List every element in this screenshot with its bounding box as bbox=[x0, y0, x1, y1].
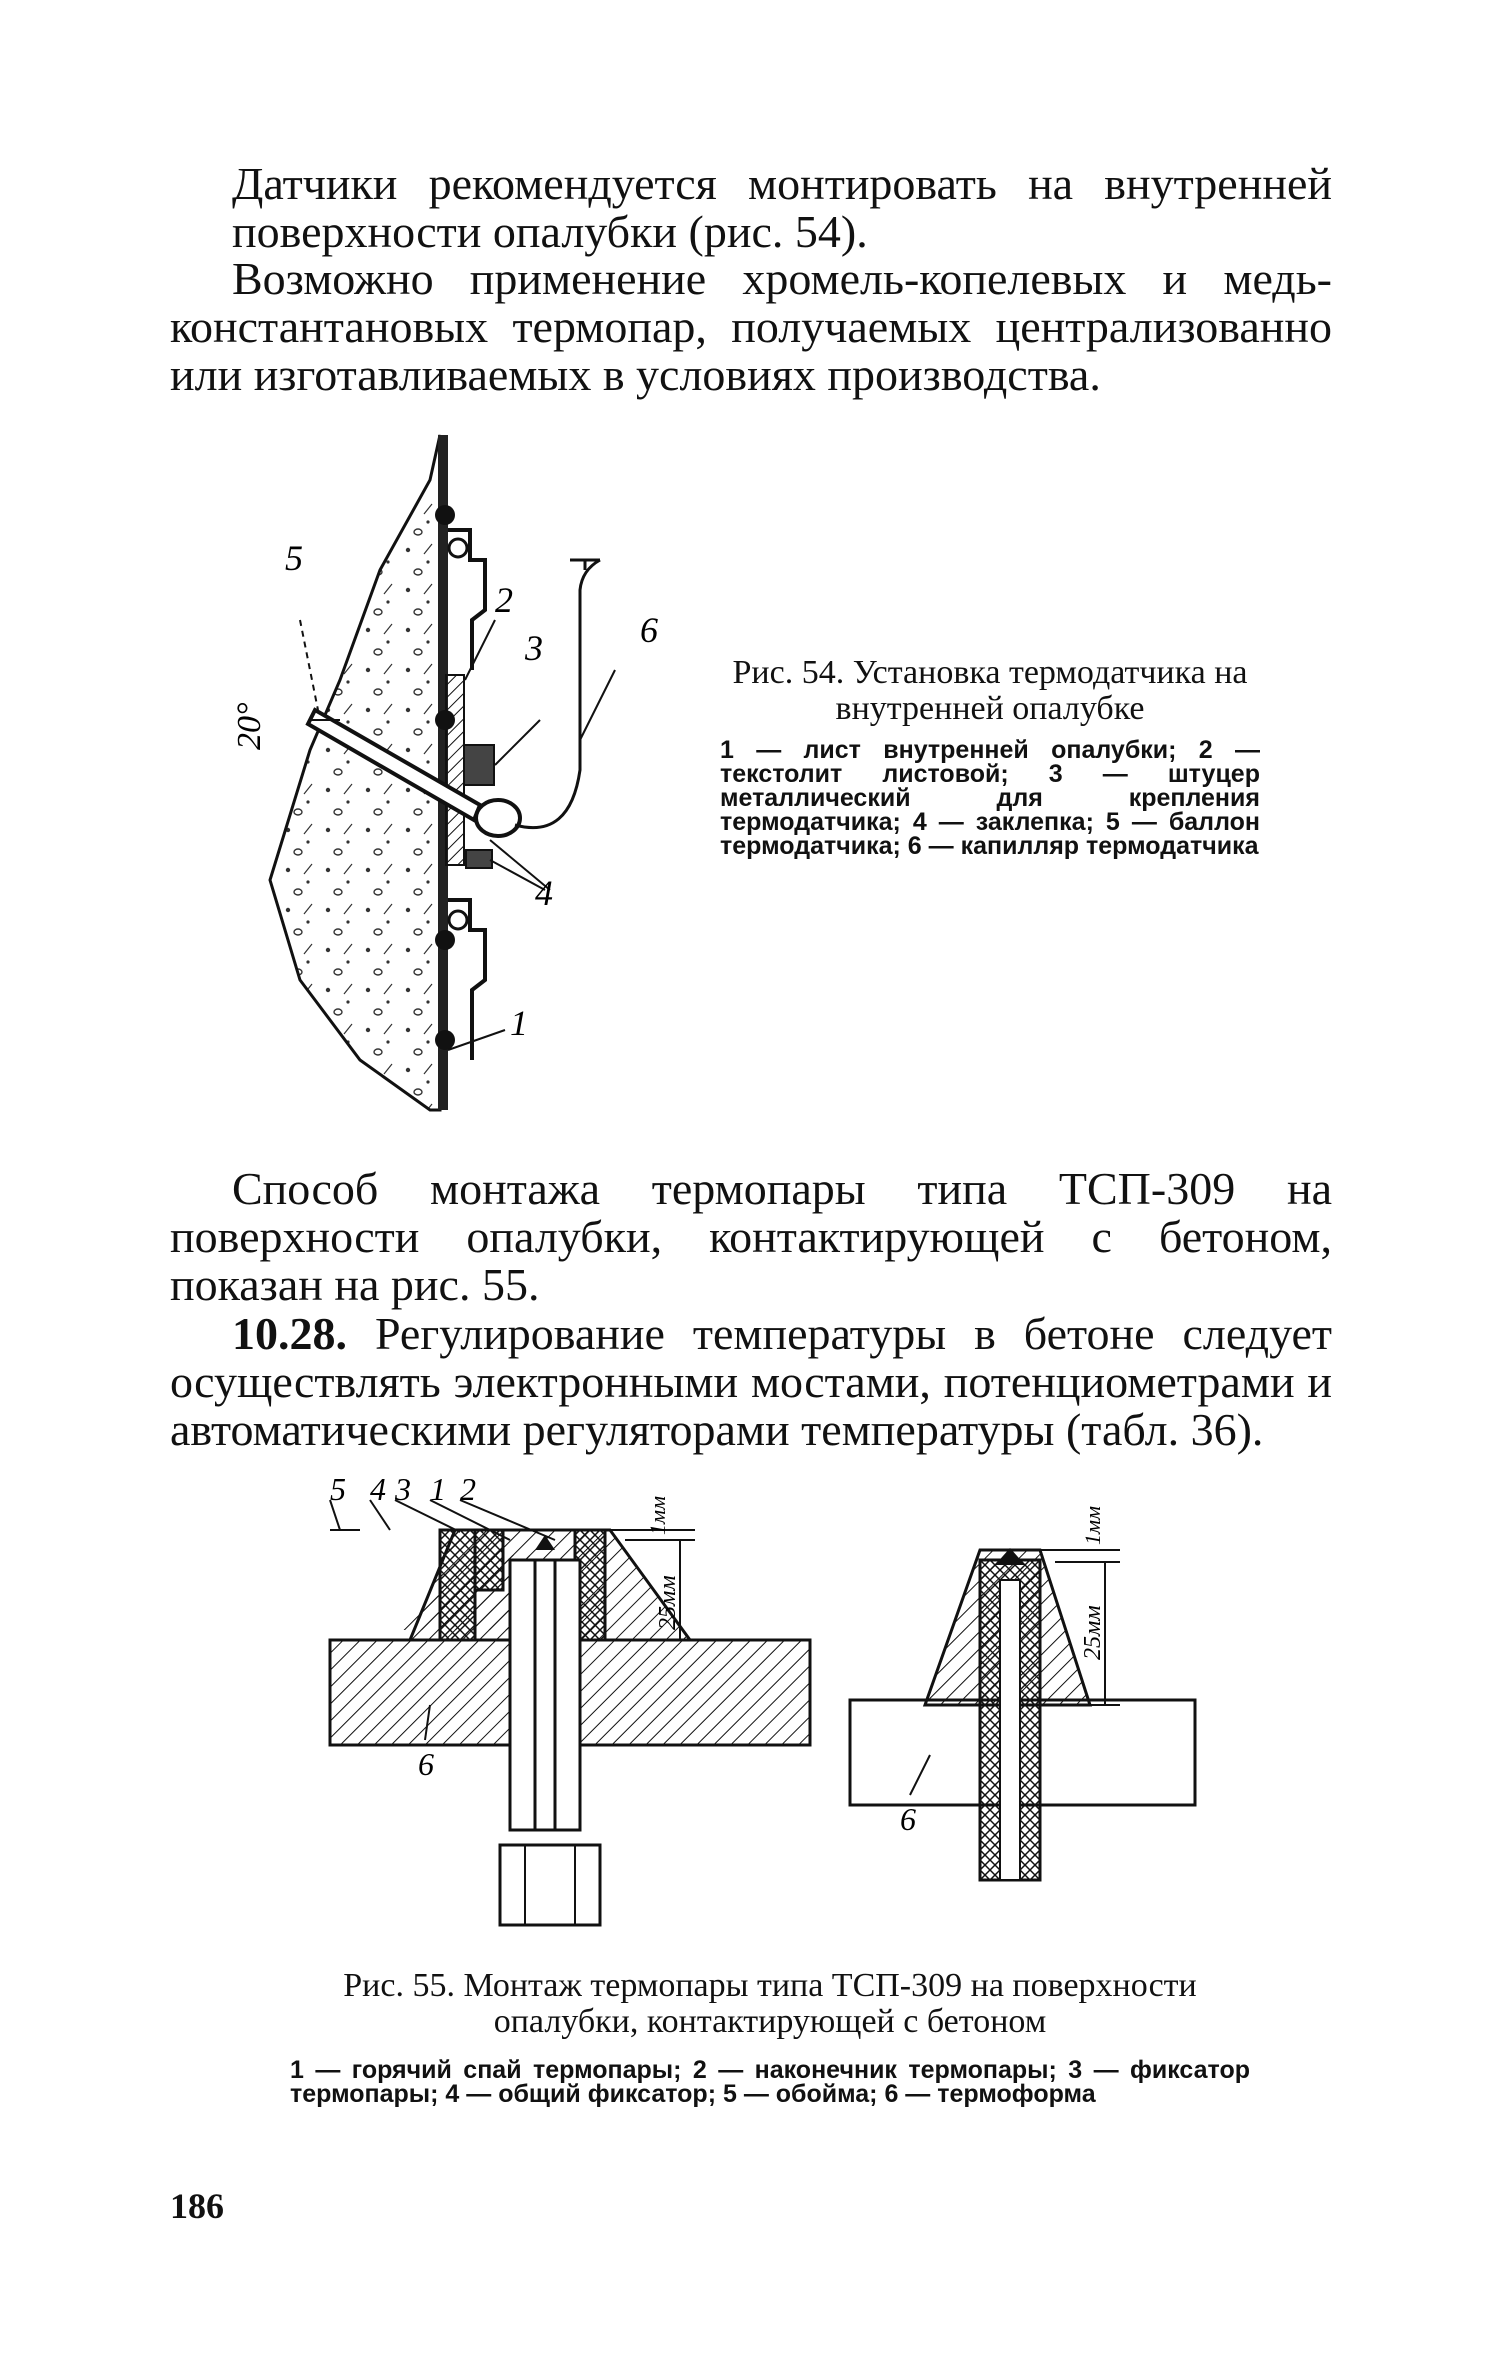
fig54-label-1: 1 bbox=[510, 1003, 528, 1043]
fig54-label-5: 5 bbox=[285, 538, 303, 578]
screw-head-bottom bbox=[449, 911, 467, 929]
fig55-label-4: 4 bbox=[370, 1471, 386, 1507]
fig55-label-3: 3 bbox=[395, 1471, 411, 1507]
fig54-legend: 1 — лист внутренней опалубки; 2 — текстолит листовой; 3 — штуцер металлический для крепления термодатчика; 4 — заклепка; 5 — баллон термодатчика; 6 — капилляр термодатчика bbox=[720, 736, 1260, 860]
fig54-label-3: 3 bbox=[525, 628, 543, 668]
left-shaft bbox=[510, 1560, 580, 1830]
fig54-label-4: 4 bbox=[535, 873, 553, 913]
bolt-1 bbox=[435, 505, 455, 525]
fig54-caption-title: Рис. 54. Установка термодатчика на внутренней опалубке bbox=[732, 654, 1248, 727]
figure-54-drawing bbox=[231, 420, 700, 1120]
bolt-2 bbox=[435, 710, 455, 730]
fitting-3 bbox=[464, 745, 494, 785]
bolt-3 bbox=[435, 930, 455, 950]
rivet-4 bbox=[466, 850, 492, 868]
left-fixer-4 bbox=[475, 1530, 503, 1590]
left-nut bbox=[500, 1845, 600, 1925]
textolite-pad-2 bbox=[446, 675, 464, 865]
fig55-label-2: 2 bbox=[460, 1471, 476, 1507]
fig54-angle-label: 20° bbox=[231, 702, 268, 750]
screw-head-top bbox=[449, 539, 467, 557]
nut-3 bbox=[476, 800, 520, 836]
fig55-label-6-left: 6 bbox=[418, 1746, 434, 1782]
fig55-label-6-right: 6 bbox=[900, 1801, 916, 1837]
page-number: 186 bbox=[170, 2186, 224, 2226]
fig55-label-1: 1 bbox=[430, 1471, 446, 1507]
capillary-6 bbox=[515, 560, 600, 828]
figure-55-drawing bbox=[330, 1471, 1210, 1950]
fig55-legend: 1 — горячий спай термопары; 2 — наконечник термопары; 3 — фиксатор термопары; 4 — общий фиксатор; 5 — обойма; 6 — термоформа bbox=[290, 2056, 1250, 2108]
paragraph-4-text: Регулирование температуры в бетоне следует осуществлять электронными мостами, потенциометрами и автоматическими регуляторами температуры (табл. 36). bbox=[170, 1308, 1333, 1455]
fig55-label-5: 5 bbox=[330, 1471, 346, 1507]
clause-number: 10.28. bbox=[232, 1308, 347, 1359]
fig55-caption-title: Рис. 55. Монтаж термопары типа ТСП-309 на поверхности опалубки, контактирующей с бетоном bbox=[343, 1967, 1197, 2040]
paragraph-3: Способ монтажа термопары типа ТСП-309 на поверхности опалубки, контактирующей с бетоном, показан на рис. 55. bbox=[170, 1163, 1332, 1310]
fig54-label-6: 6 bbox=[640, 610, 658, 650]
paragraph-2: Возможно применение хромель-копелевых и медь-константановых термопар, получаемых централизованно или изготавливаемых в условиях производства. bbox=[170, 253, 1332, 400]
fig54-label-2: 2 bbox=[495, 580, 513, 620]
fig55-dim-25mm-right: 25мм bbox=[1080, 1605, 1106, 1660]
paragraph-4 bbox=[170, 1310, 1332, 1454]
fig55-dim-1mm-right: 1мм bbox=[1080, 1505, 1105, 1545]
bolt-4 bbox=[435, 1030, 455, 1050]
paragraph-1: Датчики рекомендуется монтировать на внутренней поверхности опалубки (рис. 54). bbox=[232, 158, 1332, 257]
fig55-dim-1mm-left: 1мм bbox=[645, 1495, 670, 1535]
left-holder-5 bbox=[440, 1530, 475, 1640]
fig55-dim-25mm-left: 25мм bbox=[655, 1575, 681, 1630]
